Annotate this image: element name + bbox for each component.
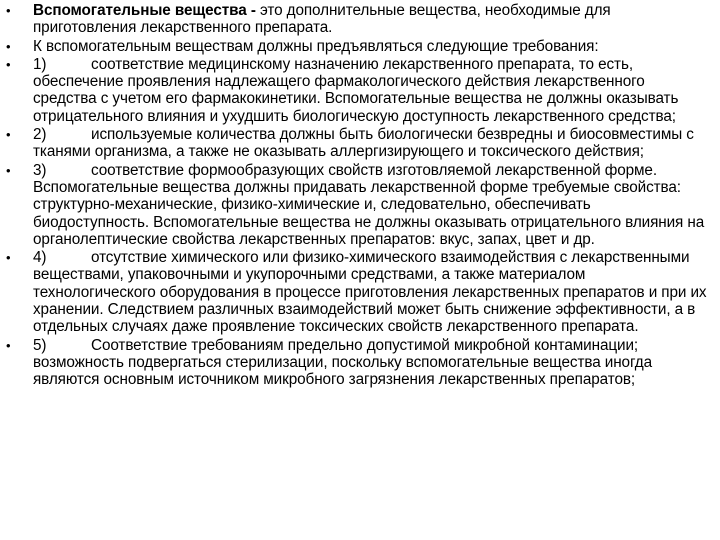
bullet-item-requirement-5 — [6, 336, 710, 389]
item-number: 3) — [33, 161, 47, 179]
requirement-text: отсутствие химического или физико-химического взаимодействия с лекарственными веществами, упаковочными и укупорочными средствами, а также материалом технологического оборудования в процессе приготовления лекарственных препаратов и при их хранении. Следствием различных взаимодействий может быть снижение эффективности, а в отдельных случаях даже проявление токсических свойств лекарственного препарата. — [33, 249, 707, 336]
bullet-item-requirement-2 — [6, 126, 710, 161]
definition-text: это дополнительные вещества, необходимые для приготовления лекарственного препарата. — [33, 2, 611, 37]
bullet-icon: • — [6, 38, 11, 54]
item-number: 1) — [33, 55, 47, 73]
item-number: 4) — [33, 249, 47, 267]
requirement-text: Соответствие требованиям предельно допустимой микробной контаминации; возможность подвергаться стерилизации, поскольку вспомогательные вещества иногда являются основным источником микробного загрязнения лекарственных препаратов; — [33, 336, 652, 389]
bullet-icon: • — [6, 127, 11, 143]
bullet-icon: • — [6, 162, 11, 178]
bullet-icon: • — [6, 250, 11, 266]
requirements-intro-text: К вспомогательным веществам должны предъявляться следующие требования: — [33, 37, 599, 55]
bullet-item-requirement-3 — [6, 161, 710, 248]
item-number: 2) — [33, 126, 47, 144]
requirement-text: соответствие формообразующих свойств изготовляемой лекарственной форме. Вспомогательные вещества должны придавать лекарственной форме требуемые свойства: структурно-механические, физико-химические и, следовательно, обеспечивать биодоступность. Вспомогательные вещества не должны оказывать отрицательного влияния на органолептические свойства лекарственных препаратов: вкус, запах, цвет и др. — [33, 161, 705, 248]
term-label: Вспомогательные вещества - — [33, 2, 256, 19]
bullet-icon: • — [6, 3, 11, 18]
bullet-list — [6, 2, 710, 389]
bullet-item-definition — [6, 2, 710, 37]
bullet-icon: • — [6, 337, 11, 353]
item-number: 5) — [33, 336, 47, 354]
bullet-item-requirement-4 — [6, 249, 710, 336]
bullet-icon: • — [6, 56, 11, 72]
requirement-text: соответствие медицинскому назначению лекарственного препарата, то есть, обеспечение проявления надлежащего фармакологического действия лекарственного средства с учетом его фармакокинетики. Вспомогательные вещества не должны оказывать отрицательного влияния и ухудшить биологическую доступность лекарственного средства; — [33, 55, 679, 125]
bullet-item-requirements-intro — [6, 37, 710, 55]
bullet-item-requirement-1 — [6, 55, 710, 125]
requirement-text: используемые количества должны быть биологически безвредны и биосовместимы с тканями организма, а также не оказывать аллергизирующего и токсического действия; — [33, 126, 694, 161]
